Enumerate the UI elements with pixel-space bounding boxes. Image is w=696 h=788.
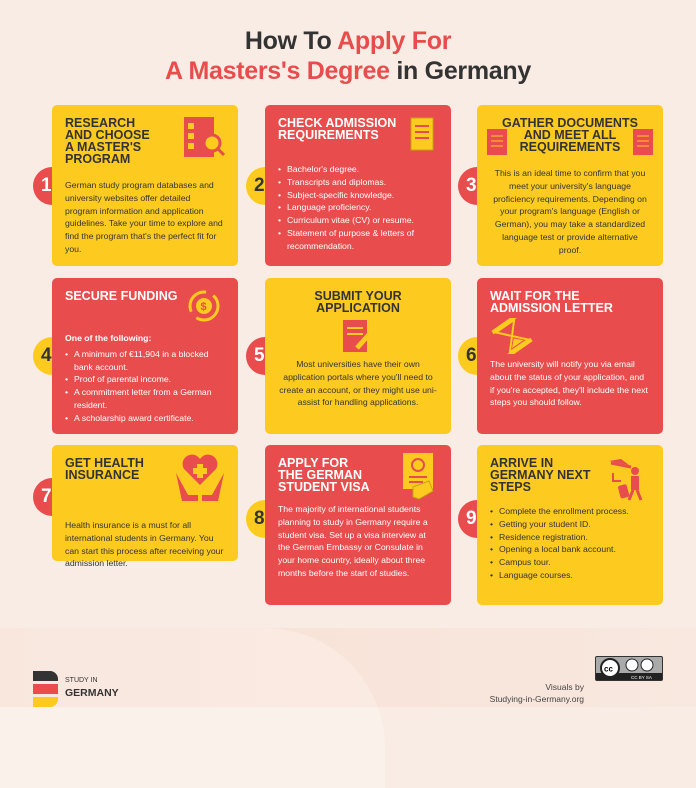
step-card-9 [477, 445, 663, 605]
list-item: • Language proficiency. [278, 201, 438, 214]
step-body [278, 503, 438, 580]
step-number-badge: 4 [33, 337, 71, 375]
step-title: GET HEALTH INSURANCE [65, 456, 144, 482]
step-title: GATHER DOCUMENTS AND MEET ALL REQUIREMENTS [502, 116, 638, 154]
step-body [490, 358, 650, 409]
list-item: • Residence registration. [490, 531, 650, 544]
step-description: This is an ideal time to confirm that you meet your university's language proficiency requirements. Depending on your program's language (English or German), you may take a standardized language test or provide alternative proof. [493, 168, 647, 255]
title-highlight: A Masters's Degree [165, 57, 390, 85]
step-number-badge: 5 [246, 337, 284, 375]
german-flag-logo-icon [33, 671, 58, 710]
svg-text:$: $ [200, 301, 207, 313]
step-bullet-list [65, 348, 225, 425]
list-item: • Language courses. [490, 569, 650, 582]
step-body [278, 358, 438, 409]
step-number-badge: 9 [458, 500, 496, 538]
step-title: SECURE FUNDING [65, 289, 178, 303]
list-item: • Transcripts and diplomas. [278, 176, 438, 189]
step-bullet-list [490, 505, 650, 582]
list-item: • Campus tour. [490, 556, 650, 569]
step-title: RESEARCH AND CHOOSE A MASTER'S PROGRAM [65, 116, 150, 166]
list-item: • Subject-specific knowledge. [278, 189, 438, 202]
list-item: • Complete the enrollment process. [490, 505, 650, 518]
credit-line: Visuals by [545, 682, 584, 692]
license-text: CC BY SA [631, 675, 652, 680]
step-body [65, 332, 225, 425]
list-item: • Opening a local bank account. [490, 543, 650, 556]
step-card-1 [52, 105, 238, 266]
step-title: WAIT FOR THE ADMISSION LETTER [490, 289, 613, 315]
page-title [0, 26, 696, 86]
list-item: • A minimum of €11,904 in a blocked bank account. [65, 348, 225, 374]
step-title: SUBMIT YOUR APPLICATION [314, 289, 402, 315]
step-description: The majority of international students planning to study in Germany require a student visa. Set up a visa interview at the German Embassy or Consulate in your home country, ideally about three months before the start of studies. [278, 504, 428, 578]
step-description: Most universities have their own application portals where you'll need to create an account, or they might use uni-assist for handling applications. [279, 359, 437, 408]
step-number-badge: 3 [458, 167, 496, 205]
list-item: • Bachelor's degree. [278, 163, 438, 176]
list-item: • Statement of purpose & letters of recommendation. [278, 227, 438, 253]
list-item: • A commitment letter from a German resident. [65, 386, 225, 412]
step-number-badge: 8 [246, 500, 284, 538]
step-description: The university will notify you via email about the status of your application, and if you're accepted, they'll include the next steps you should follow. [490, 359, 648, 408]
step-body [278, 163, 438, 253]
list-item: • Proof of parental income. [65, 373, 225, 386]
form-pencil-icon [278, 318, 438, 354]
title-highlight: Apply For [337, 27, 452, 55]
step-card-6 [477, 278, 663, 434]
step-body [490, 167, 650, 257]
credit-link[interactable]: Studying-in-Germany.org [489, 694, 584, 704]
credit [490, 681, 584, 705]
step-card-5 [265, 278, 451, 434]
step-card-4 [52, 278, 238, 434]
step-body [490, 505, 650, 582]
footer [0, 628, 696, 707]
hourglass-icon [490, 318, 650, 354]
step-number-badge: 1 [33, 167, 71, 205]
step-card-3 [477, 105, 663, 266]
step-description: German study program databases and university websites offer detailed program information and application guidelines. Take your time to explore and find the program that's the perfect fit for you. [65, 180, 223, 254]
step-card-2 [265, 105, 451, 266]
step-card-8 [265, 445, 451, 605]
list-item: • Getting your student ID. [490, 518, 650, 531]
step-title: APPLY FOR THE GERMAN STUDENT VISA [278, 456, 370, 494]
title-text: How To [244, 27, 338, 55]
step-title: CHECK ADMISSION REQUIREMENTS [278, 116, 397, 142]
list-item: • Curriculum vitae (CV) or resume. [278, 214, 438, 227]
step-body [65, 179, 225, 256]
step-body [65, 519, 225, 570]
step-number-badge: 6 [458, 337, 496, 375]
step-card-7 [52, 445, 238, 569]
step-title: ARRIVE IN GERMANY NEXT STEPS [490, 456, 591, 494]
cc-license-badge-icon [595, 656, 663, 681]
step-number-badge: 2 [246, 167, 284, 205]
step-description: Health insurance is a must for all international students in Germany. You can start this process after receiving your admission letter. [65, 520, 224, 569]
svg-text:cc: cc [604, 664, 613, 674]
title-text: in Germany [389, 57, 531, 85]
step-intro: One of the following: [65, 333, 152, 343]
logo-text-big: GERMANY [65, 687, 119, 699]
step-bullet-list [278, 163, 438, 253]
list-item: • A scholarship award certificate. [65, 412, 225, 425]
step-number-badge: 7 [33, 478, 71, 516]
logo-text-small: STUDY IN [65, 677, 98, 684]
